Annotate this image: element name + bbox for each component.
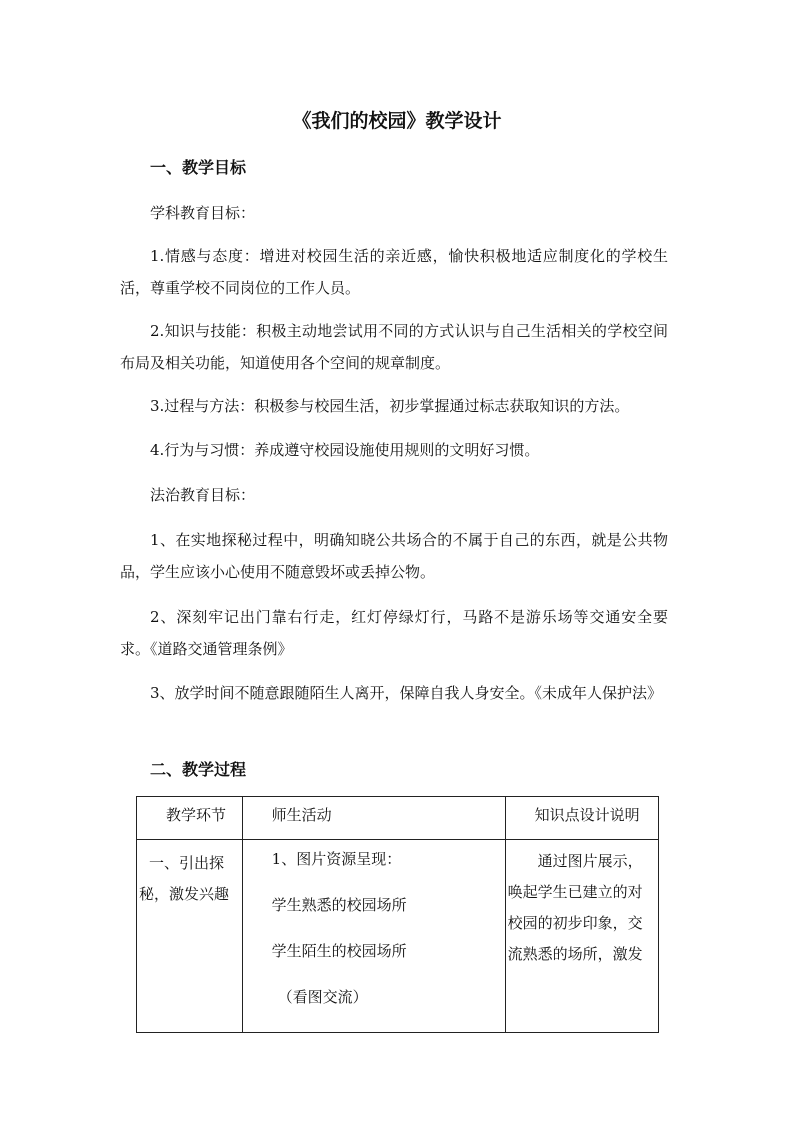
activity-item: 1、图片资源呈现： xyxy=(271,850,402,868)
note-text: 通过图片展示，唤起学生已建立的对校园的初步印象，交流熟悉的场所，激发 xyxy=(507,852,643,963)
activity-item: 学生熟悉的校园场所 xyxy=(271,896,407,914)
document-title: 《我们的校园》教学设计 xyxy=(292,110,502,132)
subject-goal-4: 4.行为与习惯：养成遵守校园设施使用规则的文明好习惯。 xyxy=(150,441,540,459)
note-cell xyxy=(505,840,658,1033)
law-goal-3: 3、放学时间不随意跟随陌生人离开，保障自我人身安全。《未成年人保护法》 xyxy=(150,684,663,702)
header-cell-activity: 师生活动 xyxy=(242,797,505,840)
activity-list xyxy=(243,840,505,1009)
header-cell-stage: 教学环节 xyxy=(137,797,243,840)
table-row xyxy=(137,840,659,1033)
process-table xyxy=(136,796,659,1033)
law-goal-2: 2、深刻牢记出门靠右行走，红灯停绿灯行，马路不是游乐场等交通安全要求。《道路交通管理条例》 xyxy=(120,608,668,658)
section-heading-objectives: 一、教学目标 xyxy=(150,158,247,177)
law-goal-label: 法治教育目标： xyxy=(150,486,256,504)
section-heading-process: 二、教学过程 xyxy=(150,760,247,779)
activity-item: （看图交流） xyxy=(277,988,368,1006)
subject-goal-2: 2.知识与技能：积极主动地尝试用不同的方式认识与自己生活相关的学校空间布局及相关功能，知道使用各个空间的规章制度。 xyxy=(120,322,668,372)
activity-cell xyxy=(242,840,505,1033)
subject-goal-label: 学科教育目标： xyxy=(150,204,256,222)
stage-text: 一、引出探秘，激发兴趣 xyxy=(139,854,230,903)
law-goal-1: 1、在实地探秘过程中，明确知晓公共场合的不属于自己的东西，就是公共物品，学生应该小心使用不随意毁坏或丢掉公物。 xyxy=(120,531,668,581)
table-header-row xyxy=(137,797,659,840)
header-cell-note: 知识点设计说明 xyxy=(505,797,658,840)
stage-cell xyxy=(137,840,243,1033)
activity-item: 学生陌生的校园场所 xyxy=(271,942,407,960)
subject-goal-1: 1.情感与态度：增进对校园生活的亲近感，愉快积极地适应制度化的学校生活，尊重学校不同岗位的工作人员。 xyxy=(120,247,668,297)
subject-goal-3: 3.过程与方法：积极参与校园生活，初步掌握通过标志获取知识的方法。 xyxy=(150,397,630,415)
